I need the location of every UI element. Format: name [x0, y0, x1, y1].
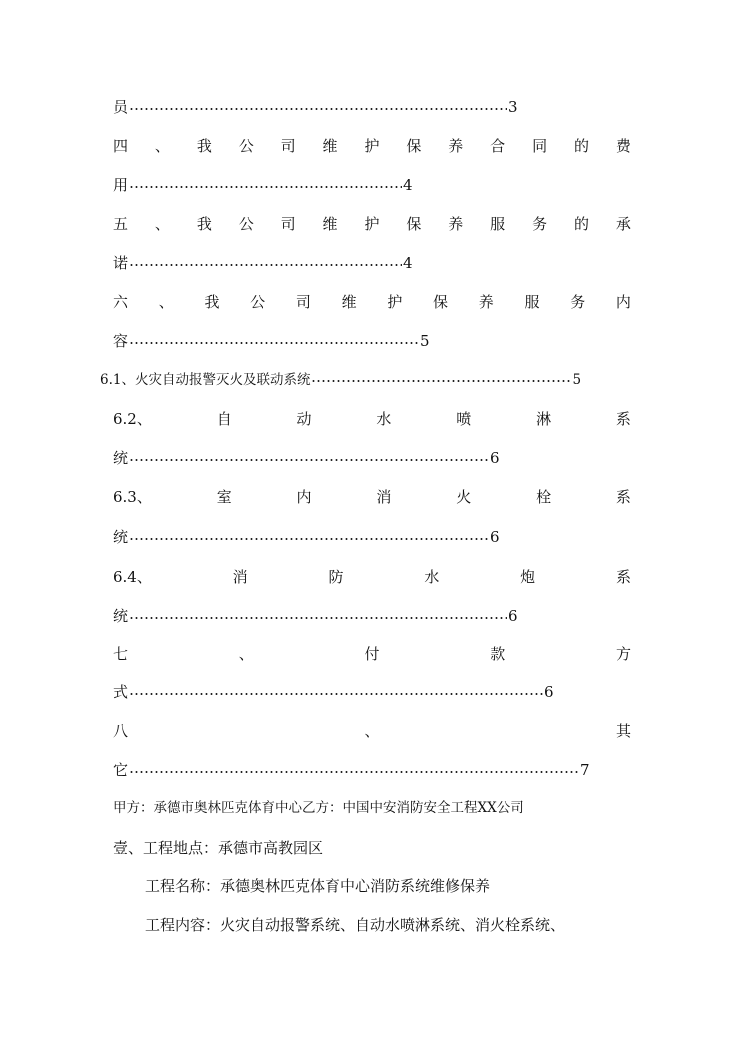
- dot-leader: [129, 458, 489, 462]
- heading-char: 6.2、: [113, 410, 152, 428]
- toc-heading-6-3[interactable]: [113, 486, 631, 508]
- heading-char: 公: [238, 215, 254, 233]
- heading-char: 消: [376, 488, 392, 506]
- toc-page-number: 5: [572, 372, 582, 388]
- toc-entry[interactable]: [113, 174, 413, 196]
- toc-text: 它: [113, 761, 129, 779]
- heading-char: 养: [478, 293, 494, 311]
- heading-char: 护: [364, 137, 380, 155]
- toc-text: 式: [113, 683, 129, 701]
- heading-char: 养: [448, 215, 464, 233]
- toc-heading-5[interactable]: [113, 213, 631, 235]
- heading-char: 自: [216, 410, 232, 428]
- heading-char: 喷: [456, 410, 472, 428]
- heading-char: 、: [158, 293, 174, 311]
- heading-char: 消: [232, 568, 248, 586]
- heading-char: 维: [322, 215, 338, 233]
- heading-char: 维: [341, 293, 357, 311]
- toc-page-number: 4: [403, 254, 413, 272]
- heading-char: 公: [238, 137, 254, 155]
- toc-page-number: 6: [508, 607, 518, 625]
- toc-text: 统: [113, 528, 129, 546]
- project-location: 壹、工程地点：承德市高教园区: [113, 839, 324, 857]
- contract-parties: 甲方：承德市奥林匹克体育中心乙方：中国中安消防安全工程XX公司: [113, 800, 524, 816]
- heading-char: 的: [573, 215, 589, 233]
- dot-leader: [129, 263, 402, 267]
- heading-char: 五: [113, 215, 129, 233]
- toc-text: 员: [113, 98, 129, 116]
- toc-page-number: 4: [403, 176, 413, 194]
- toc-heading-8[interactable]: [113, 720, 631, 742]
- heading-char: 系: [615, 568, 631, 586]
- heading-char: 服: [490, 215, 506, 233]
- heading-char: 维: [322, 137, 338, 155]
- toc-heading-6[interactable]: [113, 291, 631, 313]
- heading-char: 保: [406, 137, 422, 155]
- heading-char: 6.3、: [113, 488, 152, 506]
- heading-char: 务: [532, 215, 548, 233]
- heading-char: 款: [490, 645, 506, 663]
- dot-leader: [129, 616, 507, 620]
- toc-text: 6.1、火灾自动报警灭火及联动系统: [100, 372, 311, 388]
- project-content: 工程内容：火灾自动报警系统、自动水喷淋系统、消火栓系统、: [145, 916, 566, 934]
- heading-char: 室: [216, 488, 232, 506]
- heading-char: 其: [615, 722, 631, 740]
- heading-char: 6.4、: [113, 568, 152, 586]
- heading-char: 合: [490, 137, 506, 155]
- heading-char: 司: [280, 137, 296, 155]
- heading-char: 水: [424, 568, 440, 586]
- heading-char: 六: [113, 293, 129, 311]
- toc-text: 统: [113, 449, 129, 467]
- toc-entry[interactable]: [113, 759, 590, 781]
- heading-char: 、: [364, 722, 380, 740]
- heading-char: 公: [250, 293, 266, 311]
- heading-char: 七: [113, 645, 129, 663]
- heading-char: 栓: [536, 488, 552, 506]
- toc-text: 容: [113, 332, 129, 350]
- heading-char: 费: [615, 137, 631, 155]
- heading-char: 养: [448, 137, 464, 155]
- dot-leader: [129, 341, 419, 345]
- heading-char: 八: [113, 722, 129, 740]
- heading-char: 我: [196, 137, 212, 155]
- toc-entry[interactable]: [113, 605, 518, 627]
- dot-leader: [129, 692, 543, 696]
- heading-char: 我: [204, 293, 220, 311]
- project-name: 工程名称：承德奥林匹克体育中心消防系统维修保养: [145, 877, 491, 895]
- heading-char: 淋: [536, 410, 552, 428]
- toc-page-number: 6: [544, 683, 554, 701]
- toc-entry[interactable]: [113, 96, 518, 118]
- toc-text: 统: [113, 607, 129, 625]
- dot-leader: [129, 107, 507, 111]
- heading-char: 内: [296, 488, 312, 506]
- toc-heading-7[interactable]: [113, 643, 631, 665]
- heading-char: 动: [296, 410, 312, 428]
- toc-entry[interactable]: [113, 252, 413, 274]
- heading-char: 的: [573, 137, 589, 155]
- heading-char: 承: [615, 215, 631, 233]
- dot-leader: [129, 770, 579, 774]
- toc-entry[interactable]: [113, 447, 500, 469]
- toc-heading-4[interactable]: [113, 135, 631, 157]
- toc-heading-6-2[interactable]: [113, 408, 631, 430]
- toc-entry[interactable]: [100, 369, 581, 391]
- dot-leader: [311, 379, 571, 383]
- heading-char: 防: [328, 568, 344, 586]
- toc-page-number: 3: [508, 98, 518, 116]
- toc-page-number: 7: [580, 761, 590, 779]
- heading-char: 系: [615, 488, 631, 506]
- toc-page-number: 6: [490, 528, 500, 546]
- heading-char: 保: [433, 293, 449, 311]
- heading-char: 、: [154, 137, 170, 155]
- toc-entry[interactable]: [113, 330, 430, 352]
- heading-char: 炮: [520, 568, 536, 586]
- heading-char: 护: [387, 293, 403, 311]
- heading-char: 付: [364, 645, 380, 663]
- toc-entry[interactable]: [113, 681, 554, 703]
- heading-char: 、: [238, 645, 254, 663]
- heading-char: 、: [154, 215, 170, 233]
- heading-char: 我: [196, 215, 212, 233]
- heading-char: 司: [280, 215, 296, 233]
- toc-heading-6-4[interactable]: [113, 566, 631, 588]
- dot-leader: [129, 185, 402, 189]
- toc-page-number: 5: [420, 332, 430, 350]
- toc-text: 用: [113, 176, 129, 194]
- heading-char: 司: [295, 293, 311, 311]
- heading-char: 务: [570, 293, 586, 311]
- heading-char: 四: [113, 137, 129, 155]
- heading-char: 水: [376, 410, 392, 428]
- heading-char: 内: [615, 293, 631, 311]
- heading-char: 同: [532, 137, 548, 155]
- dot-leader: [129, 537, 489, 541]
- toc-text: 诺: [113, 254, 129, 272]
- heading-char: 保: [406, 215, 422, 233]
- heading-char: 系: [615, 410, 631, 428]
- heading-char: 火: [456, 488, 472, 506]
- heading-char: 服: [524, 293, 540, 311]
- heading-char: 方: [615, 645, 631, 663]
- heading-char: 护: [364, 215, 380, 233]
- toc-page-number: 6: [490, 449, 500, 467]
- toc-entry[interactable]: [113, 526, 500, 548]
